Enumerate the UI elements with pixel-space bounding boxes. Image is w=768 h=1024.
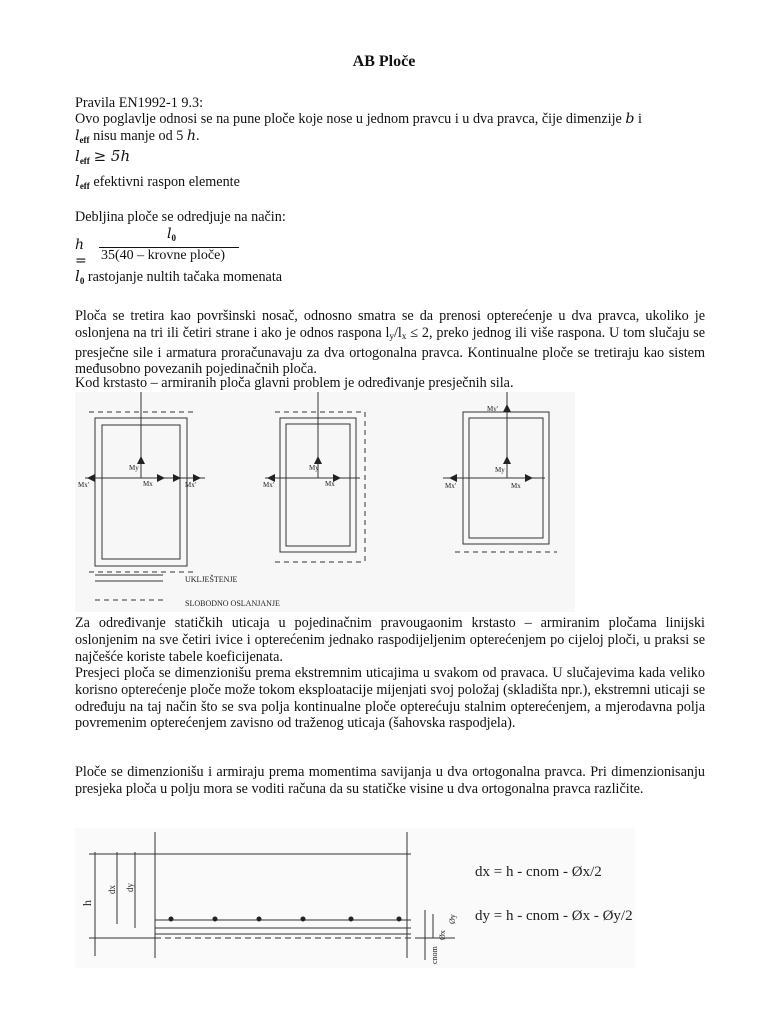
definition-l0: $l_0$ rastojanje nultih tačaka momenata [75, 267, 283, 286]
label-mx-left-3: Mx' [445, 482, 456, 490]
label-dx: dx [107, 885, 117, 894]
cross-section-figure [75, 828, 635, 968]
label-my-top-3: My' [487, 405, 498, 413]
thickness-intro: Debljina ploče se odredjuje na način: [75, 209, 286, 225]
definition-leff: $l_{eff}$ efektivni raspon elemente [75, 172, 240, 191]
paragraph-bending-moments: Ploče se dimenzionišu i armiraju prema momentima savijanja u dva ortogonalna pravca. Pri dimenzionisanju presjeka ploča u polju mora se voditi računa da su statičke visine u dva ortogonalna pravca različite. [75, 764, 705, 797]
legend-clamped: UKLJEŠTENJE [185, 575, 238, 584]
formula-leff: $l_{eff} \ge 5h$ [75, 147, 131, 166]
label-mx-3: Mx [511, 482, 521, 490]
legend-simple-support: SLOBODNO OSLANJANJE [185, 599, 280, 608]
rule-reference: Pravila EN1992-1 9.3: [75, 95, 204, 111]
label-mx-2: Mx [325, 480, 335, 488]
label-h: h [80, 900, 94, 906]
formula-dy: dy = h - cnom - Øx - Øy/2 [475, 908, 633, 924]
label-dy: dy [125, 883, 135, 892]
intro-paragraph: Ovo poglavlje odnosi se na pune ploče koje nose u jednom pravcu i u dva pravca, čije dimenzije b i $l_{eff}$ nisu manje od 5 h. [75, 111, 642, 145]
slab-support-figure [75, 392, 575, 612]
label-mx-left-1: Mx' [78, 481, 89, 489]
label-my-3: My [495, 466, 505, 474]
label-my-2: My [309, 464, 319, 472]
paragraph-dimensioning: Presjeci ploča se dimenzionišu prema ekstremnim uticajima u svakom od pravaca. U slučajevima kada veliko korisno opterećenje ploče može tokom eksploatacije mijenjati svoj položaj (skladišta npr.), ekstremni uticaji se određuju na taj način što se sva polja kontinualne ploče opterećuju stalnim opterećenjem, a mjerodavna polja povremenim opterećenjem zavisno od traženog uticaja (šahovska raspodjela). [75, 665, 705, 732]
label-mx-left-2: Mx' [263, 481, 274, 489]
formula-dx: dx = h - cnom - Øx/2 [475, 864, 602, 880]
document-page: AB Ploče Pravila EN1992-1 9.3: Ovo poglavlje odnosi se na pune ploče koje nose u jednom pravcu i u dva pravca, čije dimenzije b i $l_{eff}$ nisu manje od 5 h. $l_{eff} \ge 5h$ $l_{eff}$ efektivni raspon elemente Debljina ploče se odredjuje na način: h = $l_0$ 35(40 – krovne ploče) $l_0$ rastojanje nultih tačaka momenata Ploča se tretira kao površinski nosač, odnosno smatra se da prenosi opterećenje u dva pravca, ukoliko je oslonjena na tri ili četiri strane i ako je odnos raspona ly/lx ≤ 2, preko jednog ili više raspona. U tom slučaju se presječne sile i armatura proračunavaju za dva ortogonalna pravca. Kontinualne ploče se tretiraju kao sistem međusobno povezanih pojedinačnih ploča. Kod krstasto – armiranih ploča glavni problem je određivanje presječnih sila. My Mx Mx' Mx' My Mx Mx' My Mx Mx' My' UKLJEŠTENJE SLOBODNO OSLANJANJE Za određivanje statičkih uticaja u pojedinačnim pravougaonim krstasto – armiranim pločama linijski oslonjenim na sve četiri ivice i opterećenim jednako raspodijeljenim opterećenjem po cijeloj ploči, u praksi se najčešće koriste tabele koeficijenata. Presjeci ploča se dimenzionišu prema ekstremnim uticajima u svakom od pravaca. U slučajevima kada veliko korisno opterećenje ploče može tokom eksploatacije mijenjati svoj položaj (skladišta npr.), ekstremni uticaji se određuju na taj način što se sva polja kontinualne ploče opterećuju stalnim opterećenjem, a mjerodavna polja povremenim opterećenjem zavisno od traženog uticaja (šahovska raspodjela). Ploče se dimenzionišu i armiraju prema momentima savijanja u dva ortogonalna pravca. Pri dimenzionisanju presjeka ploča u polju mora se voditi računa da su statičke visine u dva ortogonalna pravca različite. h dx dy cnom Øx Øy dx = h - cnom - Øx/2 dy = h - cnom - Øx - Øy/2 [0, 0, 768, 1024]
label-my-1: My [129, 464, 139, 472]
paragraph-static-effects: Za određivanje statičkih uticaja u pojedinačnim pravougaonim krstasto – armiranim pločama linijski oslonjenim na sve četiri ivice i opterećenim jednako raspodijeljenim opterećenjem po cijeloj ploči, u praksi se najčešće koriste tabele koeficijenata. [75, 615, 705, 665]
label-mx-1: Mx [143, 480, 153, 488]
label-phiy: Øy [448, 914, 457, 924]
paragraph-cross-reinforced: Kod krstasto – armiranih ploča glavni problem je određivanje presječnih sila. [75, 375, 514, 391]
label-phix: Øx [438, 930, 447, 940]
label-mx-right-1: Mx' [185, 481, 196, 489]
page-title: AB Ploče [352, 53, 416, 70]
label-cnom: cnom [430, 946, 439, 964]
paragraph-surface-carrier: Ploča se tretira kao površinski nosač, odnosno smatra se da prenosi opterećenje u dva pravca, ukoliko je oslonjena na tri ili četiri strane i ako je odnos raspona ly/lx ≤ 2, preko jednog ili više raspona. U tom slučaju se presječne sile i armatura proračunavaju za dva ortogonalna pravca. Kontinualne ploče se tretiraju kao sistem međusobno povezanih pojedinačnih ploča. [75, 308, 705, 378]
